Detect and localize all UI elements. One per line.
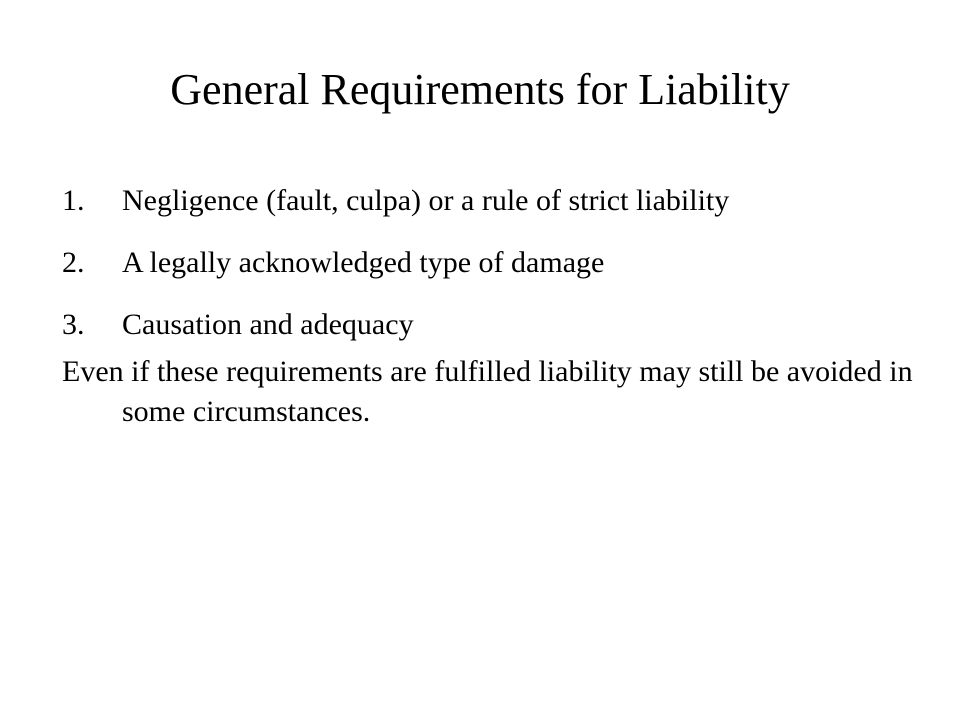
list-item-number: 2. [62,246,85,279]
list-item [62,232,922,294]
list-item-number: 1. [62,184,85,217]
slide-title: General Requirements for Liability [170,65,790,114]
list-item-text: Negligence (fault, culpa) or a rule of strict liability [122,184,730,217]
list-item [62,294,922,356]
list-item [62,170,922,232]
slide-body [62,170,922,432]
requirements-list [62,170,922,356]
list-item-number: 3. [62,308,85,341]
list-item-text: Causation and adequacy [122,308,414,341]
list-item-text: A legally acknowledged type of damage [122,246,605,279]
closing-paragraph: Even if these requirements are fulfilled liability may still be avoided in some circumstances. [62,355,913,428]
